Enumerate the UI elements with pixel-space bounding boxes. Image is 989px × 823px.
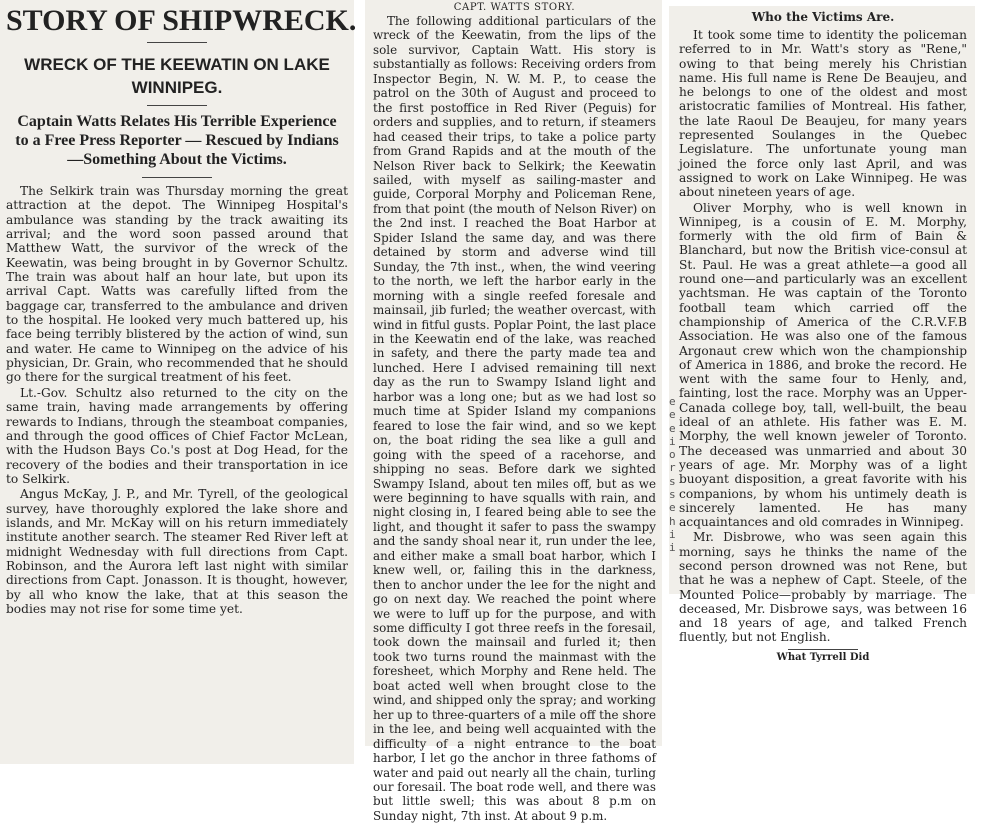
paragraph: The following additional particulars of the wreck of the Keewatin, from the lips of the sole survivor, Captain Watt. His story is substantially as follows: Receiving orders from Inspector Begin, N. W. M. P., to cease the patrol on the 30th of August and proceed to the first postoffice in Red River (Peguis) for orders and supplies, and to return, if steamers had ceased their trips, to take a police party from Grand Rapids and at the mouth of the Nelson River back to Selkirk; the Keewatin sailed, with myself as sailing-master and guide, Corporal Morphy and Policeman Rene, from that point (the mouth of Nelson River) on the 2nd inst. I reached the Boat Harbor at Spider Island the same day, and was there detained by storm and adverse wind till Sunday, the 7th inst., when, the wind veering to the north, we left the harbor early in the morning with a single reefed foresale and mainsail, jib furled; the weather overcast, with wind in fitful gusts. Poplar Point, the last place in the Keewatin end of the lake, was reached in safety, and there the party made tea and lunched. Here I advised remaining till next day as the run to Swampy Island light and harbor was a long one; but as we had lost so much time at Spider Island my companions feared to lose the fair wind, and so we kept on, the boat riding the sea like a gull and going with the speed of a racehorse, and shipping no seas. Before dark we sighted Swampy Island, about ten miles off, but as we were beginning to have squalls with rain, and night closing in, I feared being able to see the light, and thought it safer to pass the swampy and the sandy shoal near it, run under the lee, and either make a small boat harbor, which I knew well, or, failing this in the darkness, then to anchor under the lee for the night and go on next day. We reached the point where we were to luff up for the purpose, and with some difficulty I got three reefs in the foresail, took down the mainsail and furled it; then took two turns round the mainmast with the foresheet, which Morphy and Rene held. The boat acted well when brought close to the wind, and shipped only the spray; and working her up to three-quarters of a mile off the shore in the lee, and being well acquainted with the difficulty of a night entrance to the boat harbor, I let go the anchor in three fathoms of water and paid out nearly all the chain, turling our foresail. The boat rode well, and there was but little swell; this was about 8 p.m on Sunday night, 7th inst. At about 9 p.m. [373,14,656,823]
gutter-letters [669,395,681,555]
paragraph: Angus McKay, J. P., and Mr. Tyrell, of the geological survey, have thoroughly explored the lake shore and islands, and Mr. McKay will on his return immediately institute another search. The steamer Red River left at midnight Wednesday with full directions from Capt. Robinson, and the Aurora left last night with similar directions from Capt. Jonasson. It is thought, however, by all who know the lake, that at this season the bodies may not rise for some time yet. [6,487,348,616]
column-heading: CAPT. WATTS STORY. [453,2,576,13]
section-heading: Who the Victims Are. [751,10,895,24]
divider [147,105,207,106]
divider [147,42,207,43]
gutter-letter: e [669,501,676,515]
paragraph: It took some time to identity the policeman referred to in Mr. Watt's story as "Rene," owing to that being merely his Christian name. His full name is Rene De Beaujeu, and he belongs to one of the oldest and most aristocratic families of Montreal. His father, the late Raoul De Beaujeu, for many years represented Soulanges in the Quebec Legislature. The unfortunate young man joined the force only last April, and was assigned to work on Lake Winnipeg. He was about nineteen years of age. [679,28,967,200]
next-section-heading: What Tyrrell Did [776,651,870,663]
gutter-letter: r [669,461,676,475]
gutter-letter: e [669,421,676,435]
deck-subheadline: Captain Watts Relates His Terrible Experience to a Free Press Reporter — Rescued by Indians —Something About the Victims. [15,113,339,168]
article-column-2 [365,0,662,823]
gutter-letter: e [669,408,676,422]
gutter-letter: o [669,448,676,462]
gutter-letter: i [669,527,676,541]
gutter-letter: i [669,434,676,448]
gutter-letter: s [669,488,676,502]
gutter-letter: h [669,514,676,528]
paragraph: Oliver Morphy, who is well known in Winnipeg, is a cousin of E. M. Morphy, formerly with the old firm of Bain & Blanchard, but now the British vice-consul at St. Paul. He was a great athlete—a good all round one—and particularly was an excellent yachtsman. He was captain of the Toronto football team which carried off the championship of America of the C.R.V.F.B Association. He was also one of the famous Argonaut crew which won the championship of America in 1886, and broke the record. He went with the same four to Henly, and, fainting, lost the race. Morphy was an Upper-Canada college boy, tall, well-built, the beau ideal of an athlete. His father was E. M. Morphy, the well known jeweler of Toronto. The deceased was unmarried and about 30 years of age. Mr. Morphy was of a light buoyant disposition, a great favorite with his companions, by whom his untimely death is sincerely lamented. He has many acquaintances and old comrades in Winnipeg. [679,200,967,530]
divider [142,177,212,178]
divider [788,649,858,650]
paragraph: The Selkirk train was Thursday morning the great attraction at the depot. The Winnipeg Hospital's ambulance was standing by the track awaiting its arrival; and the word soon passed around that Matthew Watt, the survivor of the wreck of the Keewatin, was being brought in by Governor Schultz. The train was about half an hour late, but upon its arrival Capt. Watts was carefully lifted from the baggage car, transferred to the ambulance and driven to the hospital. He looked very much battered up, his face being terribly blistered by the action of wind, sun and water. He came to Winnipeg on the advice of his physician, Dr. Grain, who recommended that he should go there for the surgical treatment of his feet. [6,184,348,385]
paragraph: Mr. Disbrowe, who was seen again this morning, says he thinks the name of the second person drowned was not Rene, but that he was a nephew of Capt. Steele, of the Mounted Police—probably by marriage. The deceased, Mr. Disbrowe says, was between 16 and 18 years of age, and talked French fluently, but not English. [679,530,967,645]
masthead-title: STORY OF SHIPWRECK. [6,4,357,37]
article-column-1 [0,0,357,764]
gutter-letter: e [669,395,676,408]
headline: WRECK OF THE KEEWATIN ON LAKE WINNIPEG. [24,55,330,97]
paragraph: Lt.-Gov. Schultz also returned to the city on the same train, having made arrangements by offering rewards to Indians, through the steamboat companies, and through the good offices of Chief Factor McLean, with the Hudson Bays Co.'s post at Dog Head, for the recovery of the bodies and their transportation in ice to Selkirk. [6,385,348,486]
article-column-3 [669,6,975,663]
gutter-letter: s [669,474,676,488]
gutter-letter: i [669,541,676,555]
